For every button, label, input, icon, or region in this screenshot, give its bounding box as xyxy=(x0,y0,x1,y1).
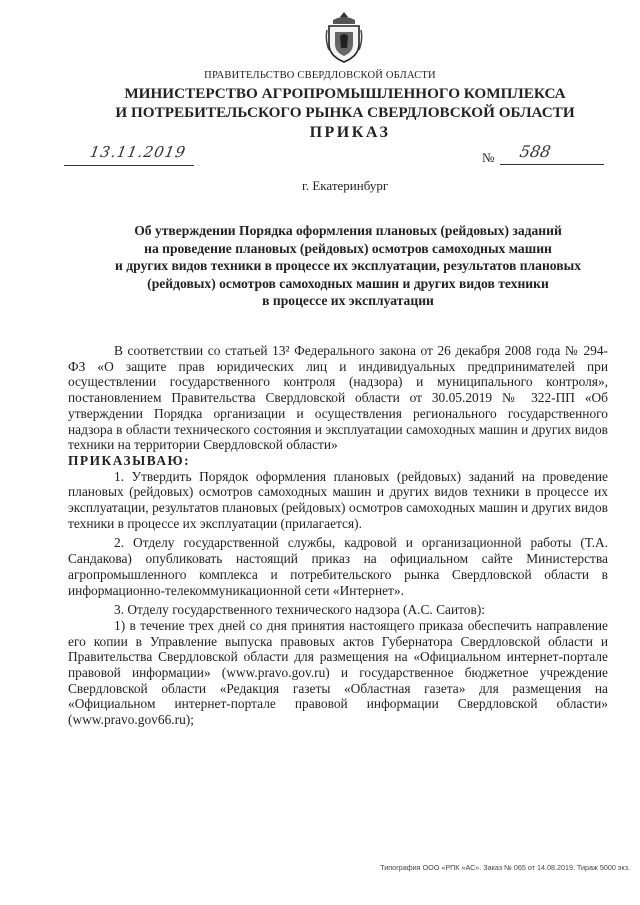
order-body xyxy=(68,343,608,728)
title-line: и других видов техники в процессе их эксплуатации, результатов плановых xyxy=(114,258,582,274)
print-footer: Типография ООО «РПК «АС». Заказ № 065 от 14.08.2019. Тираж 5000 экз. xyxy=(380,863,630,872)
ministry-line-1: МИНИСТЕРСТВО АГРОПРОМЫШЛЕННОГО КОМПЛЕКСА xyxy=(124,85,566,102)
title-line: в процессе их эксплуатации xyxy=(262,293,434,309)
ministry-name xyxy=(0,84,640,122)
number-label: № xyxy=(482,150,495,165)
ministry-line-2: И ПОТРЕБИТЕЛЬСКОГО РЫНКА СВЕРДЛОВСКОЙ ОБЛАСТИ xyxy=(115,104,575,121)
order-number: 588 xyxy=(518,142,553,161)
document-type: ПРИКАЗ xyxy=(309,124,391,141)
preamble-paragraph: В соответствии со статьей 13² Федерального закона от 26 декабря 2008 года № 294-ФЗ «О защите прав юридических лиц и индивидуальных предпринимателей при осуществлении государственного контроля (надзора) и муниципального контроля», постановлением Правительства Свердловской области от 30.05.2019 № 322-ПП «Об утверждении Порядка организации и осуществления регионального государственного надзора в области технического состояния и эксплуатации самоходных машин и других видов техники на территории Свердловской области» xyxy=(68,343,608,453)
title-line: Об утверждении Порядка оформления плановых (рейдовых) заданий xyxy=(134,223,562,238)
item-3-1-paragraph: 1) в течение трех дней со дня принятия настоящего приказа обеспечить направление его копии в Управление выпуска правовых актов Губернатора Свердловской области и Правительства Свердловской области для размещения на «Официальном интернет-портале правовой информации» (www.pravo.gov.ru) и государственное бюджетное учреждение Свердловской области «Редакция газеты «Областная газета» для размещения на «Официальном интернет-портале правовой информации Свердловской области» (www.pravo.gov66.ru); xyxy=(68,617,608,728)
order-title xyxy=(88,222,608,310)
item-2-paragraph: 2. Отделу государственной службы, кадровой и организационной работы (Т.А. Сандакова) опубликовать настоящий приказ на официальном сайте Министерства агропромышленного комплекса и потребительского рынка Свердловской области в информационно-телекоммуникационной сети «Интернет». xyxy=(68,535,608,598)
coat-of-arms-emblem xyxy=(325,10,363,64)
number-underline xyxy=(500,147,604,165)
item-1-paragraph: 1. Утвердить Порядок оформления плановых (рейдовых) заданий на проведение плановых (рейдовых) осмотров самоходных машин и других видов техники в процессе их эксплуатации, результатов плановых (рейдовых) осмотров самоходных машин и других видов техники в процессе их эксплуатации (прилагается). xyxy=(68,468,608,531)
government-name: ПРАВИТЕЛЬСТВО СВЕРДЛОВСКОЙ ОБЛАСТИ xyxy=(204,70,436,81)
city: г. Екатеринбург xyxy=(302,178,389,193)
title-line: (рейдовых) осмотров самоходных машин и других видов техники xyxy=(147,275,549,291)
order-date: 13.11.2019 xyxy=(88,143,188,161)
order-word: ПРИКАЗЫВАЮ: xyxy=(68,452,191,468)
item-3-paragraph: 3. Отделу государственного технического надзора (А.С. Саитов): xyxy=(114,602,486,618)
title-line: на проведение плановых (рейдовых) осмотров самоходных машин xyxy=(144,240,552,256)
